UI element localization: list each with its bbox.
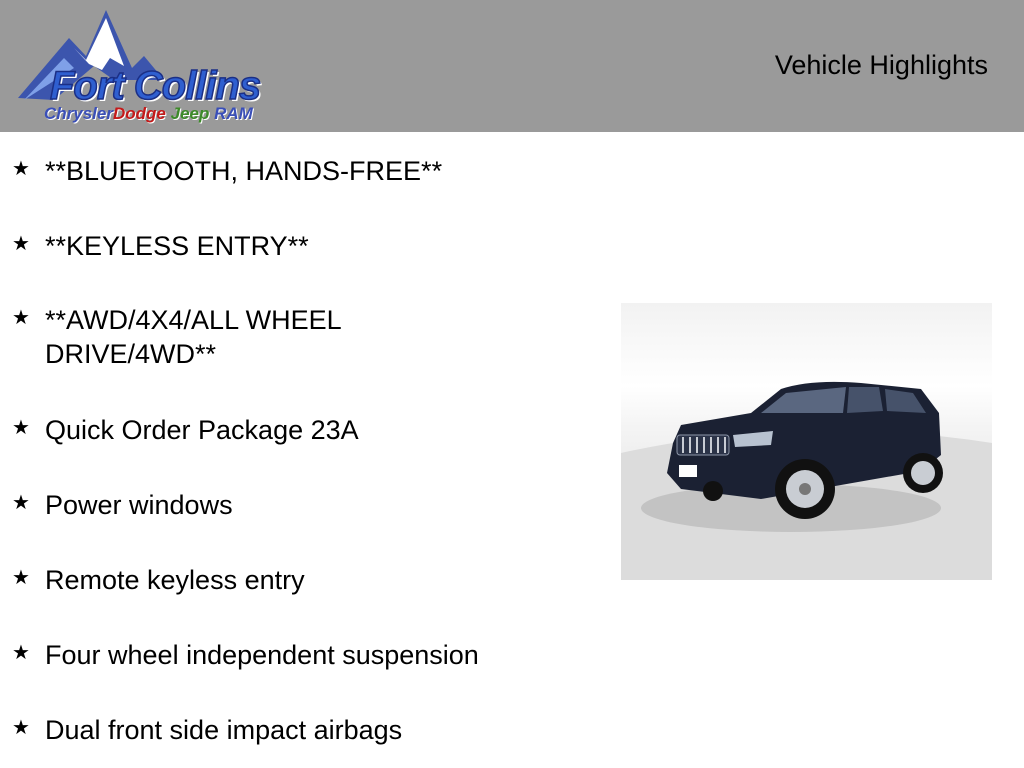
brand-jeep: Jeep <box>170 104 210 123</box>
dealer-logo[interactable] <box>14 8 284 128</box>
star-icon: ★ <box>12 715 30 739</box>
star-icon: ★ <box>12 565 30 589</box>
star-icon: ★ <box>12 305 30 329</box>
highlight-text: Dual front side impact airbags <box>45 715 403 745</box>
logo-title: Fort Collins <box>50 64 261 108</box>
logo-brands <box>44 104 253 124</box>
star-icon: ★ <box>12 490 30 514</box>
highlight-text: Quick Order Package 23A <box>45 415 359 445</box>
highlight-text: **BLUETOOTH, HANDS-FREE** <box>45 156 443 186</box>
page-title: Vehicle Highlights <box>774 50 988 80</box>
brand-dodge: Dodge <box>112 104 166 123</box>
header-bar <box>0 0 1024 132</box>
star-icon: ★ <box>12 415 30 439</box>
star-icon: ★ <box>12 640 30 664</box>
highlight-text: **KEYLESS ENTRY** <box>45 231 309 261</box>
suv-photo-icon <box>621 303 992 580</box>
star-icon: ★ <box>12 156 30 180</box>
vehicle-photo[interactable] <box>621 303 992 580</box>
star-icon: ★ <box>12 231 30 255</box>
highlight-text: Four wheel independent suspension <box>45 640 479 670</box>
highlight-text: Power windows <box>45 490 233 520</box>
highlight-text: **AWD/4X4/ALL WHEEL DRIVE/4WD** <box>45 305 341 369</box>
brand-ram: RAM <box>214 104 253 123</box>
highlight-text: Remote keyless entry <box>45 565 305 595</box>
brand-chrysler: Chrysler <box>44 104 113 123</box>
